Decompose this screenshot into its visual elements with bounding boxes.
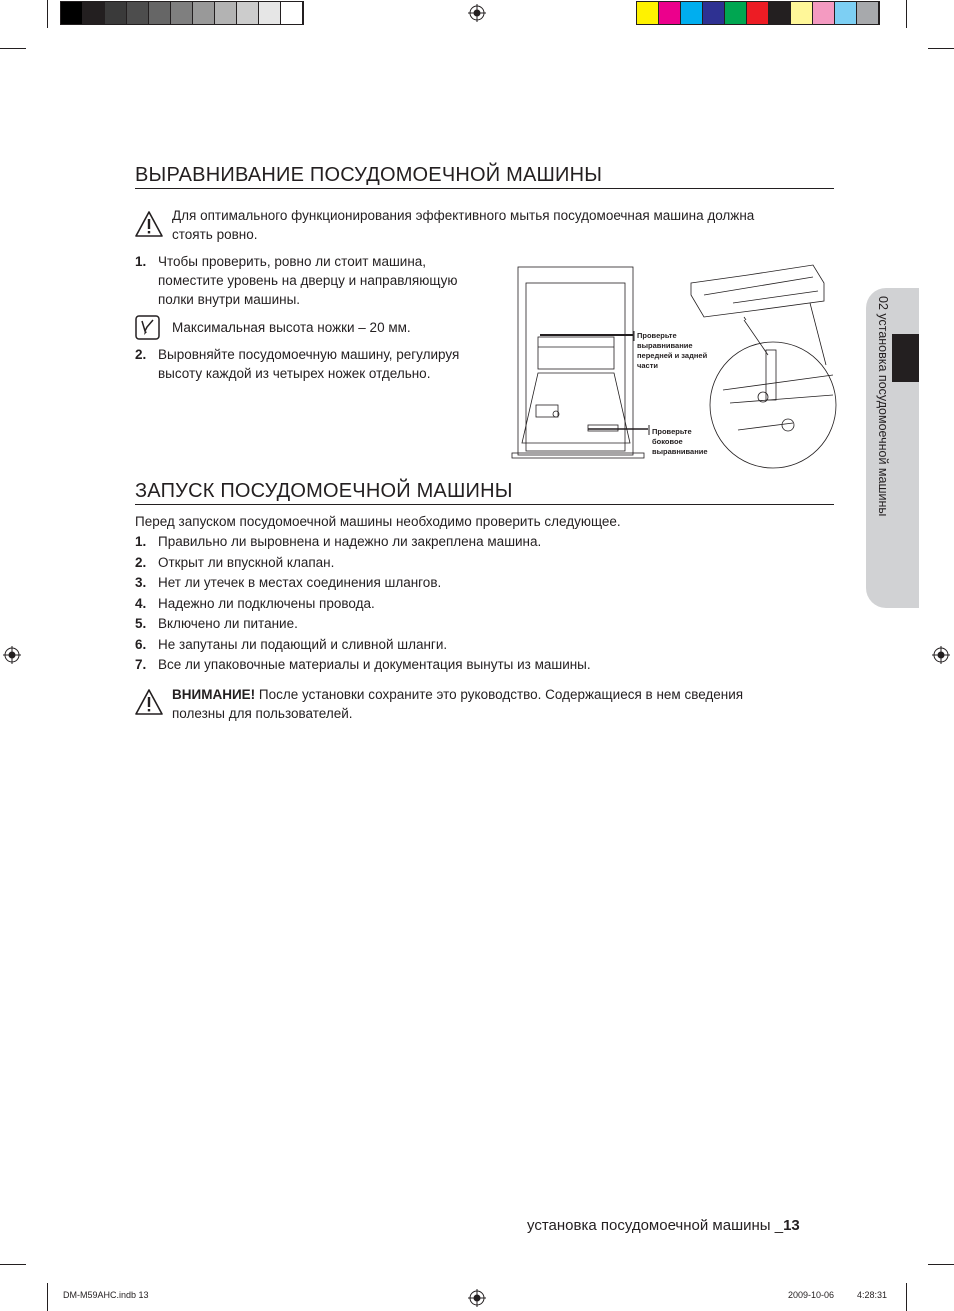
step-text: Чтобы проверить, ровно ли стоит машина, поместите уровень на дверцу и направляющую полки внутри машины.	[158, 254, 458, 307]
section-title-leveling: ВЫРАВНИВАНИЕ ПОСУДОМОЕЧНОЙ МАШИНЫ	[135, 164, 603, 186]
color-swatch	[835, 2, 857, 24]
startup-intro: Перед запуском посудомоечной машины необходимо проверить следующее.	[135, 514, 621, 529]
list-item: Не запутаны ли подающий и сливной шланги.	[158, 637, 448, 652]
list-item-number: 2.	[135, 555, 147, 570]
color-swatch	[171, 2, 193, 24]
list-item: Правильно ли выровнена и надежно ли закреплена машина.	[158, 534, 542, 549]
color-swatch	[149, 2, 171, 24]
slug-time: 4:28:31	[857, 1290, 888, 1300]
color-swatch	[813, 2, 835, 24]
list-item-number: 4.	[135, 596, 147, 611]
color-swatch	[659, 2, 681, 24]
list-item-number: 5.	[135, 616, 147, 631]
warning-triangle-icon	[134, 210, 164, 238]
color-swatch	[791, 2, 813, 24]
color-swatch	[259, 2, 281, 24]
section-rule	[135, 188, 834, 189]
color-swatch	[215, 2, 237, 24]
chapter-side-tab-label: 02 установка посудомоечной машины	[876, 296, 890, 517]
crop-mark	[906, 1283, 907, 1311]
color-swatch	[105, 2, 127, 24]
section-title-startup: ЗАПУСК ПОСУДОМОЕЧНОЙ МАШИНЫ	[135, 480, 513, 502]
callout-front-back-leveling: Проверьте выравнивание передней и задней части	[637, 331, 708, 370]
list-item: Все ли упаковочные материалы и документация вынуты из машины.	[158, 657, 591, 672]
crop-mark	[47, 0, 48, 28]
registration-mark-icon	[932, 646, 950, 664]
caution-text: ВНИМАНИЕ! После установки сохраните это руководство. Содержащиеся в нем сведения полезны для пользователей.	[172, 687, 744, 721]
slug-file-name: DM-M59AHC.indb 13	[63, 1290, 149, 1300]
section-rule	[135, 504, 834, 505]
color-swatch	[61, 2, 83, 24]
crop-mark	[0, 1264, 26, 1265]
color-swatch	[725, 2, 747, 24]
page-footer	[527, 1217, 800, 1234]
crop-mark	[928, 48, 954, 49]
color-swatch	[237, 2, 259, 24]
color-swatch	[681, 2, 703, 24]
color-swatch	[769, 2, 791, 24]
list-item: Включено ли питание.	[158, 616, 298, 631]
color-swatch	[703, 2, 725, 24]
step-number: 1.	[135, 254, 147, 269]
crop-mark	[47, 1283, 48, 1311]
warning-text: Для оптимального функционирования эффективного мытья посудомоечная машина должна стоять ровно.	[172, 208, 755, 242]
color-swatch	[83, 2, 105, 24]
warning-triangle-icon	[134, 688, 164, 716]
crop-mark	[906, 0, 907, 28]
list-item-number: 1.	[135, 534, 147, 549]
callout-side-leveling: Проверьте боковое выравнивание	[652, 427, 708, 456]
color-swatch	[281, 2, 303, 24]
registration-mark-icon	[3, 646, 21, 664]
list-item: Нет ли утечек в местах соединения шлангов.	[158, 575, 442, 590]
list-item: Надежно ли подключены провода.	[158, 596, 375, 611]
caution-label: ВНИМАНИЕ!	[172, 687, 256, 702]
color-swatch	[857, 2, 879, 24]
grayscale-color-bar	[60, 1, 304, 25]
color-swatch	[127, 2, 149, 24]
list-item: Открыт ли впускной клапан.	[158, 555, 335, 570]
step-text: Выровняйте посудомоечную машину, регулируя высоту каждой из четырех ножек отдельно.	[158, 347, 460, 381]
registration-mark-icon	[468, 1289, 486, 1307]
note-text: Максимальная высота ножки – 20 мм.	[172, 320, 411, 335]
color-swatch	[193, 2, 215, 24]
process-color-bar	[636, 1, 880, 25]
crop-mark	[0, 48, 26, 49]
page-number: 13	[783, 1217, 800, 1234]
slug-date: 2009-10-06	[788, 1290, 835, 1300]
list-item-number: 6.	[135, 637, 147, 652]
registration-mark-icon	[468, 4, 486, 22]
note-pencil-icon	[135, 315, 160, 340]
crop-mark	[928, 1264, 954, 1265]
list-item-number: 7.	[135, 657, 147, 672]
color-swatch	[637, 2, 659, 24]
footer-chapter-title: установка посудомоечной машины _	[527, 1217, 784, 1234]
chapter-side-tab-marker	[892, 334, 919, 382]
color-swatch	[747, 2, 769, 24]
list-item-number: 3.	[135, 575, 147, 590]
step-number: 2.	[135, 347, 147, 362]
